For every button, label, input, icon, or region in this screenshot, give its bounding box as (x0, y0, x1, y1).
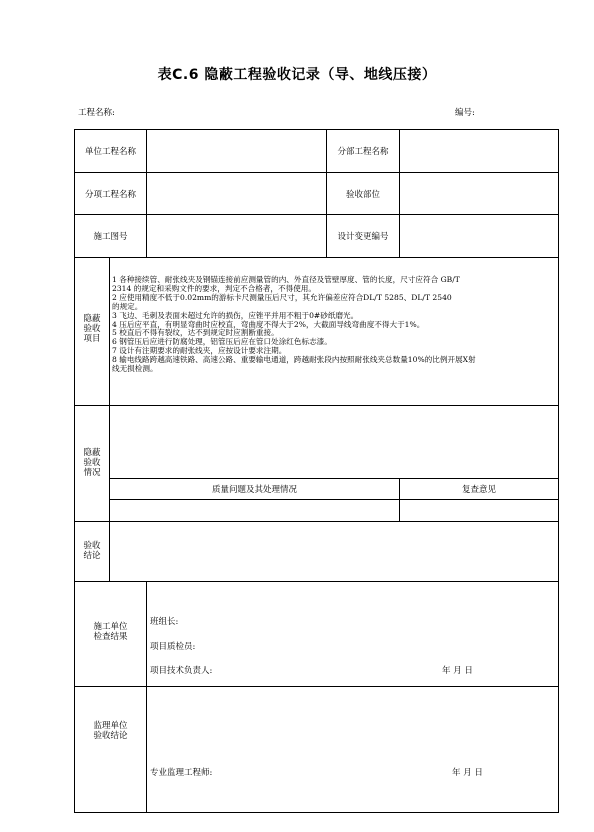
acceptance-part-label: 验收部位 (345, 189, 380, 200)
label-line: 验收结论 (93, 731, 128, 741)
review-opinion-header: 复查意见 (461, 485, 496, 495)
design-change-no-value[interactable] (400, 215, 558, 257)
acceptance-items-label (75, 314, 109, 344)
construction-drawing-value[interactable] (147, 215, 326, 257)
requirement-line: 1 各种接续管、耐张线夹及钢锚连接前应测量管的内、外直径及管壁厚度、管的长度，尺寸应符合 GB/T (112, 275, 460, 284)
requirement-line: 8 输电线路跨越高速铁路、高速公路、重要输电通道，跨越耐张段内按照耐张线夹总数量10%的比例开展X射 (112, 355, 476, 365)
construction-date: 年 月 日 (442, 666, 473, 676)
quality-issues-value[interactable] (110, 500, 399, 521)
label-line: 项目 (83, 334, 101, 344)
construction-drawing-label: 施工图号 (93, 232, 128, 242)
unit-project-label: 单位工程名称 (84, 147, 136, 157)
requirement-line: 2 应使用精度不低于0.02mm的游标卡尺测量压后尺寸，其允许偏差应符合DL/T 5285、DL/T 2540 (112, 292, 452, 302)
label-line: 验收 (83, 541, 101, 551)
unit-project-value[interactable] (147, 130, 326, 172)
page-title: 表C.6 隐蔽工程验收记录（导、地线压接） (157, 67, 437, 83)
review-opinion-value[interactable] (400, 500, 558, 521)
label-line: 检查结果 (93, 632, 128, 642)
division-project-label: 分部工程名称 (337, 147, 389, 157)
label-line: 隐蔽 (83, 314, 101, 324)
acceptance-conclusion-value[interactable] (110, 522, 558, 581)
requirement-line: 6 钢管压后应进行防腐处理，铝管压后应在管口处涂红色标志漆。 (112, 337, 332, 347)
quality-inspector-label: 项目质检员: (150, 642, 196, 652)
supervision-date: 年 月 日 (452, 768, 483, 778)
quality-issues-header: 质量问题及其处理情况 (211, 485, 297, 495)
acceptance-status-label (75, 448, 109, 478)
subitem-project-value[interactable] (147, 173, 326, 214)
requirement-line: 的规定。 (112, 301, 143, 311)
supervision-unit-label (75, 721, 146, 741)
label-line: 验收 (83, 324, 101, 334)
acceptance-requirements-list (112, 276, 552, 374)
label-line: 施工单位 (93, 622, 128, 632)
requirement-line: 线无损检测。 (112, 364, 158, 374)
requirement-line: 4 压后应平直，有明显弯曲时应校直，弯曲度不得大于2%，大截面导线弯曲度不得大于1%。 (112, 319, 425, 329)
technical-lead-label: 项目技术负责人: (150, 666, 213, 676)
row-divider (74, 257, 559, 258)
label-line: 情况 (83, 468, 101, 478)
label-line: 结论 (83, 551, 101, 561)
project-name-label: 工程名称: (78, 108, 115, 118)
label-line: 验收 (83, 458, 101, 468)
team-leader-label: 班组长: (150, 617, 179, 627)
division-project-value[interactable] (400, 130, 558, 172)
acceptance-conclusion-label (75, 541, 109, 561)
acceptance-part-value[interactable] (400, 173, 558, 214)
construction-unit-label (75, 622, 146, 642)
requirement-line: 3 飞边、毛刺及表面未超过允许的损伤，应锉平并用不粗于0#砂纸磨光。 (112, 310, 359, 320)
requirement-line: 7 设计有注期要求的耐张线夹，应按设计要求注期。 (112, 346, 287, 356)
acceptance-status-value[interactable] (110, 406, 558, 478)
table-border-right (558, 129, 559, 813)
requirement-line: 5 校直后不得有裂纹，达不到规定时应割断重接。 (112, 328, 279, 338)
label-line: 隐蔽 (83, 448, 101, 458)
number-label: 编号: (455, 108, 475, 118)
subitem-project-label: 分项工程名称 (84, 189, 136, 200)
requirement-line: 2314 的规定和采购文件的要求，判定不合格者，不得使用。 (112, 283, 316, 293)
label-line: 监理单位 (93, 721, 128, 731)
column-divider (146, 581, 147, 813)
supervision-engineer-label: 专业监理工程师: (150, 768, 213, 778)
design-change-no-label: 设计变更编号 (337, 232, 389, 242)
